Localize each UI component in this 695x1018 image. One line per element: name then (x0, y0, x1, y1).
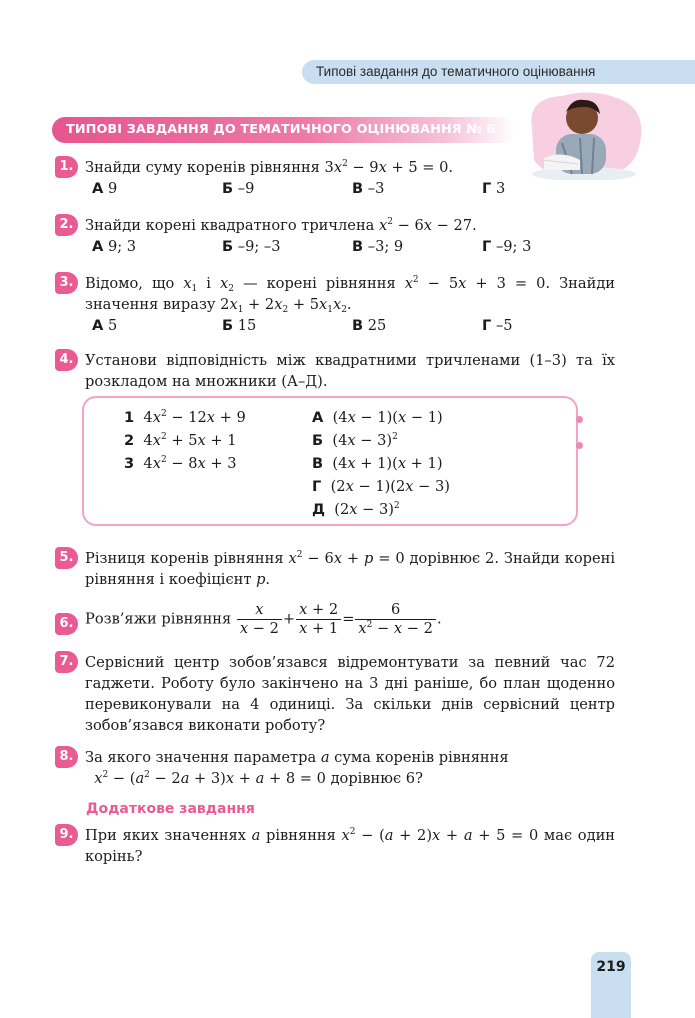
option-b[interactable]: Б 15 (222, 317, 257, 334)
task-3-text-b: і (206, 275, 211, 292)
task-9-text-a: При яких значеннях (85, 827, 246, 844)
section-title: ТИПОВІ ЗАВДАННЯ ДО ТЕМАТИЧНОГО ОЦІНЮВАННЯ № 6 (52, 117, 515, 143)
fraction-1: $\frac{x}{x - 2}$ (237, 601, 282, 638)
option-b[interactable]: Б –9 (222, 180, 255, 197)
answer-options (92, 315, 615, 336)
task-text: За якого значення параметра a сума коренів рівняння $x^2 - (a^2 - 2a + 3)x + a + 8 = 0$ дорівнює 6? (85, 749, 509, 787)
task-7 (55, 652, 615, 736)
option-g[interactable]: Г –9; 3 (482, 238, 532, 255)
task-number: 6. (55, 613, 78, 635)
option-v[interactable]: В –3 (352, 180, 385, 197)
factor-a: А (4x − 1)(x − 1) (312, 409, 443, 426)
task-number: 3. (55, 272, 78, 294)
task-6 (55, 601, 615, 650)
answer-options (92, 178, 615, 199)
option-g[interactable]: Г 3 (482, 180, 506, 197)
trinomial-3: 3 $4x^2 - 8x + 3$ (124, 455, 237, 472)
task-text: При яких значеннях a рівняння $x^2 - (a + 2)x + a + 5 = 0$ має один корінь? (85, 827, 616, 865)
task-number: 5. (55, 547, 78, 569)
page-number: 219 (596, 959, 626, 975)
task-4 (55, 350, 615, 392)
task-number: 4. (55, 349, 78, 371)
decor-dot (576, 416, 583, 423)
task-1 (55, 157, 615, 199)
task-3 (55, 273, 615, 336)
additional-task-heading: Додаткове завдання (86, 801, 255, 817)
task-8-text-a: За якого значення параметра (85, 749, 317, 766)
task-3-text-c: — корені рівняння (242, 275, 396, 292)
task-3-text-d: . Знайди значення виразу (85, 275, 616, 313)
task-5-text-a: Різниця коренів рівняння (85, 550, 284, 567)
task-9-text-c: має один корінь? (85, 827, 616, 865)
task-text: Відомо, що $x_1$ і $x_2$ — корені рівняння $x^2 - 5x + 3 = 0$. Знайди значення виразу $2x_1 + 2x_2 + 5x_1x_2$. (85, 275, 616, 315)
task-text: Установи відповідність між квадратними тричленами (1–3) та їх розкладом на множники (А–Д). (85, 352, 615, 390)
task-8 (55, 747, 615, 789)
task-1-text: Знайди суму коренів рівняння (85, 159, 320, 176)
task-number: 1. (55, 156, 78, 178)
answer-options (92, 236, 615, 257)
option-g[interactable]: Г –5 (482, 317, 513, 334)
factor-g: Г (2x − 1)(2x − 3) (312, 478, 450, 495)
task-text: Розв’яжи рівняння $\frac{x}{x - 2}$ + $\frac{x + 2}{x + 1}$ = $\frac{6}{x^2 - x - 2}$ . (85, 601, 442, 637)
task-8-text-c: дорівнює 6? (330, 770, 423, 787)
task-number: 2. (55, 214, 78, 236)
decor-dot (576, 442, 583, 449)
task-8-text-b: сума коренів рівняння (334, 749, 509, 766)
task-text: Знайди корені квадратного тричлена $x^2 - 6x - 27$. (85, 217, 477, 234)
fraction-3: $\frac{6}{x^2 - x - 2}$ (355, 601, 436, 638)
fraction-2: $\frac{x + 2}{x + 1}$ (296, 601, 341, 638)
task-number: 7. (55, 651, 78, 673)
running-header: Типові завдання до тематичного оцінювання (302, 60, 695, 84)
option-v[interactable]: В 25 (352, 317, 387, 334)
task-5 (55, 548, 615, 590)
task-9 (55, 825, 615, 867)
task-text: Різниця коренів рівняння $x^2 - 6x + p = 0$ дорівнює 2. Знайди корені рівняння і коефіцієнт p. (85, 550, 615, 588)
task-number: 8. (55, 746, 78, 768)
task-number: 9. (55, 824, 78, 846)
task-text: Сервісний центр зобов’язався відремонтувати за певний час 72 гаджети. Роботу було закінчено на 3 дні раніше, бо план щоденно перевиконували на 4 одиниці. За скільки днів сервісний центр зобов’язався виконати роботу? (85, 654, 615, 734)
task-2 (55, 215, 615, 257)
option-a[interactable]: А 9 (92, 180, 118, 197)
task-6-text: Розв’яжи рівняння (85, 610, 232, 628)
option-v[interactable]: В –3; 9 (352, 238, 404, 255)
task-9-text-b: рівняння (266, 827, 336, 844)
option-b[interactable]: Б –9; –3 (222, 238, 281, 255)
task-5-text-b: дорівнює 2. Знайди корені рівняння і коефіцієнт (85, 550, 615, 588)
option-a[interactable]: А 9; 3 (92, 238, 137, 255)
option-a[interactable]: А 5 (92, 317, 118, 334)
task-text: Знайди суму коренів рівняння $3x^2 - 9x + 5 = 0$. (85, 159, 454, 176)
factor-v: В (4x + 1)(x + 1) (312, 455, 443, 472)
trinomial-1: 1 $4x^2 - 12x + 9$ (124, 409, 246, 426)
task-2-text: Знайди корені квадратного тричлена (85, 217, 375, 234)
matching-box (82, 396, 578, 526)
factor-b: Б $(4x - 3)^2$ (312, 432, 398, 449)
task-3-text-a: Відомо, що (85, 275, 175, 292)
factor-d: Д $(2x - 3)^2$ (312, 501, 400, 518)
trinomial-2: 2 $4x^2 + 5x + 1$ (124, 432, 237, 449)
